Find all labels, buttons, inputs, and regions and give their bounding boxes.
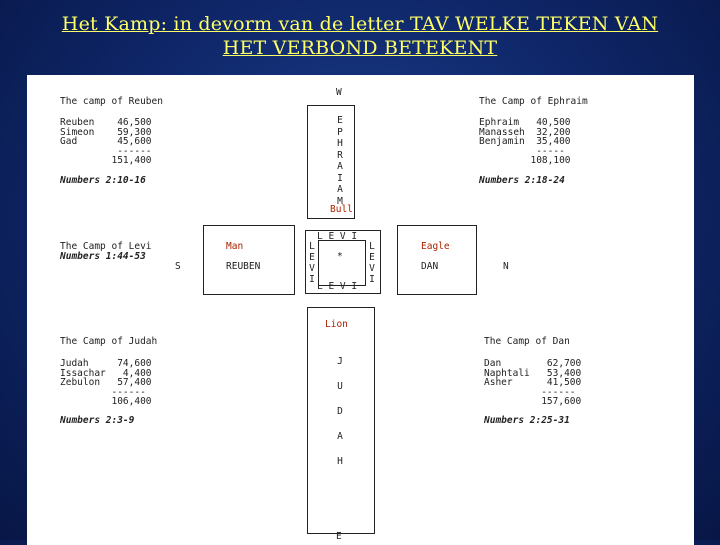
table-row: 106,400 [60, 396, 152, 407]
judah-camp-ref: Numbers 2:3-9 [60, 415, 135, 426]
column-letter: J [337, 356, 343, 367]
judah-camp-heading: The Camp of Judah [60, 336, 158, 347]
dan-camp-ref: Numbers 2:25-31 [484, 415, 570, 426]
compass-south: S [175, 261, 181, 272]
eagle-box-label: DAN [421, 261, 439, 272]
column-letter: U [337, 381, 343, 392]
levi-letter: L [309, 241, 315, 252]
levi-bottom-label: L E V I [317, 281, 358, 292]
table-row: ------ [60, 386, 146, 398]
dan-camp-heading: The Camp of Dan [484, 336, 570, 347]
table-row: Ephraim 40,500 [479, 117, 571, 128]
eagle-box [397, 225, 477, 295]
levi-camp-heading: The Camp of Levi [60, 241, 152, 252]
ephraim-column [307, 105, 355, 219]
tabernacle-mark: * [337, 251, 343, 262]
table-row: Zebulon 57,400 [60, 377, 152, 388]
title-line-2: HET VERBOND BETEKENT [222, 37, 498, 59]
column-letter: A [337, 184, 343, 195]
table-row: 151,400 [60, 155, 152, 166]
levi-letter: L [369, 241, 375, 252]
column-letter: A [337, 161, 343, 172]
table-row: ------ [484, 386, 576, 398]
levi-letter: I [309, 274, 315, 285]
column-letter: I [337, 172, 343, 184]
ephraim-camp-heading: The Camp of Ephraim [479, 96, 588, 107]
column-letter: R [337, 149, 343, 161]
ephraim-camp-ref: Numbers 2:18-24 [479, 175, 565, 186]
table-row: Manasseh 32,200 [479, 126, 571, 138]
reuben-camp-ref: Numbers 2:10-16 [60, 175, 146, 186]
man-emblem: Man [226, 241, 244, 252]
table-row: Benjamin 35,400 [479, 136, 571, 147]
man-box-label: REUBEN [226, 261, 261, 272]
table-row: ----- [479, 145, 565, 157]
man-box [203, 225, 295, 295]
levi-letter: V [369, 263, 375, 274]
compass-west: W [336, 87, 342, 98]
camp-diagram [27, 75, 694, 545]
column-letter: M [337, 195, 343, 207]
table-row: 157,600 [484, 396, 582, 407]
column-letter: H [337, 456, 343, 467]
levi-camp-ref: Numbers 1:44-53 [60, 251, 146, 262]
table-row: Asher 41,500 [484, 377, 582, 388]
tabernacle-box [318, 240, 366, 286]
eagle-emblem: Eagle [421, 241, 450, 252]
column-letter: H [337, 138, 343, 149]
reuben-camp-heading: The camp of Reuben [60, 96, 163, 107]
levi-letter: E [309, 252, 315, 263]
compass-east: E [336, 531, 342, 542]
table-row: 108,100 [479, 155, 571, 166]
column-letter: P [337, 126, 343, 138]
slide-title [0, 12, 720, 60]
table-row: Issachar 4,400 [60, 367, 152, 379]
bull-emblem: Bull [330, 204, 353, 215]
levi-letter: V [309, 263, 315, 274]
levi-letter: E [369, 252, 375, 263]
column-letter: E [337, 115, 343, 126]
table-row: Reuben 46,500 [60, 117, 152, 128]
table-row: Judah 74,600 [60, 358, 152, 369]
table-row: Dan 62,700 [484, 358, 582, 369]
judah-column [307, 307, 375, 534]
table-row: Naphtali 53,400 [484, 367, 582, 379]
table-row: Simeon 59,300 [60, 126, 152, 138]
levi-letter: I [369, 274, 375, 285]
table-row: Gad 45,600 [60, 136, 152, 147]
lion-emblem: Lion [325, 319, 348, 330]
title-line-1: Het Kamp: in devorm van de letter TAV WELKE TEKEN VAN [61, 13, 659, 35]
levi-top-label: L E V I [317, 231, 358, 242]
column-letter: D [337, 406, 343, 417]
column-letter: A [337, 431, 343, 442]
table-row: ------ [60, 145, 152, 157]
compass-north: N [503, 261, 509, 272]
